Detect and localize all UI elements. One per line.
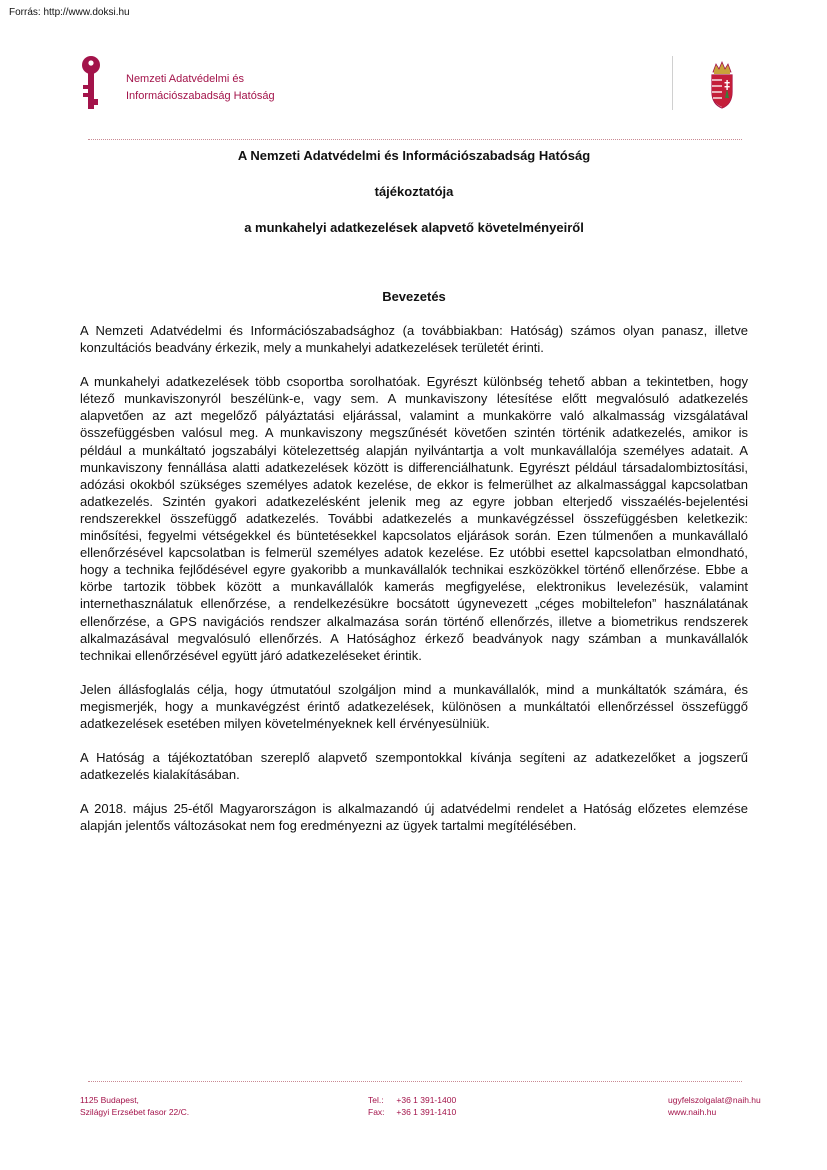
header-divider bbox=[672, 56, 673, 110]
tel-value: +36 1 391-1400 bbox=[396, 1095, 457, 1105]
footer-contact bbox=[668, 1094, 761, 1118]
address-line-2: Szilágyi Erzsébet fasor 22/C. bbox=[80, 1107, 190, 1117]
section-heading: Bevezetés bbox=[382, 289, 446, 304]
fax-row bbox=[368, 1106, 456, 1118]
org-name-line2: Információszabadság Hatóság bbox=[126, 90, 275, 102]
title-line-2: tájékoztatója bbox=[374, 184, 454, 199]
website-link[interactable]: www.naih.hu bbox=[668, 1107, 717, 1117]
hungarian-coat-of-arms-icon bbox=[709, 58, 735, 110]
header-dotted-rule bbox=[88, 139, 742, 140]
footer-dotted-rule bbox=[88, 1081, 742, 1082]
tel-label: Tel.: bbox=[368, 1095, 384, 1105]
footer-address bbox=[80, 1094, 189, 1118]
footer-phone bbox=[368, 1094, 456, 1118]
key-logo-icon bbox=[80, 55, 102, 111]
paragraph: Jelen állásfoglalás célja, hogy útmutatóul szolgáljon mind a munkavállalók, mind a munkáltatók számára, és megismerjék, hogy a munkavégzést érintő adatkezelések, különösen a munkáltatói ellenőrzéssel összefüggő adatkezelések esetében milyen követelményeknek kell érvényesülniük. bbox=[80, 681, 748, 731]
address-line-1: 1125 Budapest, bbox=[80, 1095, 139, 1105]
paragraph: A 2018. május 25-étől Magyarországon is alkalmazandó új adatvédelmi rendelet a Hatóság előzetes elemzése alapján jelentős változásokat nem fog eredményezni az ügyek tartalmi megítélésében. bbox=[80, 801, 748, 834]
fax-label: Fax: bbox=[368, 1107, 385, 1117]
source-line: Forrás: http://www.doksi.hu bbox=[9, 7, 130, 18]
paragraph: A munkahelyi adatkezelések több csoportba sorolhatóak. Egyrészt különbség tehető abban a tekintetben, hogy létező munkaviszonyról beszélünk-e, vagy sem. A munkaviszony létesítése előtt megvalósuló adatkezelés alapvetően az azt megelőző pályáztatási eljárással, valamint a munkakörre való alkalmasság vizsgálatával összefüggésben valósul meg. A munkaviszony megszűnését követően szintén történik adatkezelés, amikor is például a munkáltató jogszabályi kötelezettség alapján nyilvántartja a volt munkavállalója személyes adatait. A munkaviszony fennállása alatti adatkezelések között is differenciálhatunk. Egyrészt például társadalombiztosítási, adózási okokból szükséges személyes adatok kezelése, de ekkor is felmerülhet az alkalmassággal kapcsolatban adatkezelés. Szintén gyakori adatkezelésként jelenik meg az egyre jobban elterjedő visszaélés-bejelentési rendszerekkel összefüggő adatkezelés. További adatkezelés a munkavégzéssel összefüggésben keletkezik: minősítési, fegyelmi vétségekkel és büntetésekkel kapcsolatos eljárások során. Ezen túlmenően a munkavállaló ellenőrzésével kapcsolatban is felmerül személyes adatok kezelése. Ez utóbbi esettel kapcsolatban elmondható, hogy a technika fejlődésével egyre gyakoribb a munkavállalók technikai eszközökkel történő ellenőrzése. Ebbe a körbe tartozik többek között a munkavállalók kamerás megfigyelése, elektronikus levelezésük, valamint internethasználatuk ellenőrzése, a rendelkezésükre bocsátott úgynevezett „céges mobiltelefon” használatának ellenőrzése, a GPS navigációs rendszer alkalmazása során történő ellenőrzés, illetve a biometrikus rendszerek alkalmazásával megvalósuló ellenőrzés. A Hatósághoz érkező beadványok nagy számban a munkavállalók technikai ellenőrzésével együtt járó adatkezeléseket érintik. bbox=[80, 374, 748, 663]
title-line-3: a munkahelyi adatkezelések alapvető követelményeiről bbox=[244, 220, 584, 235]
org-name bbox=[126, 71, 275, 105]
tel-row bbox=[368, 1094, 456, 1106]
email-link[interactable]: ugyfelszolgalat@naih.hu bbox=[668, 1095, 761, 1105]
title-line-1: A Nemzeti Adatvédelmi és Információszabadság Hatóság bbox=[237, 148, 591, 163]
paragraph: A Hatóság a tájékoztatóban szereplő alapvető szempontokkal kívánja segíteni az adatkezelőket a jogszerű adatkezelés kialakításában. bbox=[80, 750, 748, 783]
fax-value: +36 1 391-1410 bbox=[396, 1107, 457, 1117]
org-name-line1: Nemzeti Adatvédelmi és bbox=[126, 73, 244, 85]
body-text bbox=[80, 322, 748, 851]
paragraph: A Nemzeti Adatvédelmi és Információszabadsághoz (a továbbiakban: Hatóság) számos olyan panasz, illetve konzultációs beadvány érkezik, mely a munkahelyi adatkezelések területét érinti. bbox=[80, 323, 748, 356]
